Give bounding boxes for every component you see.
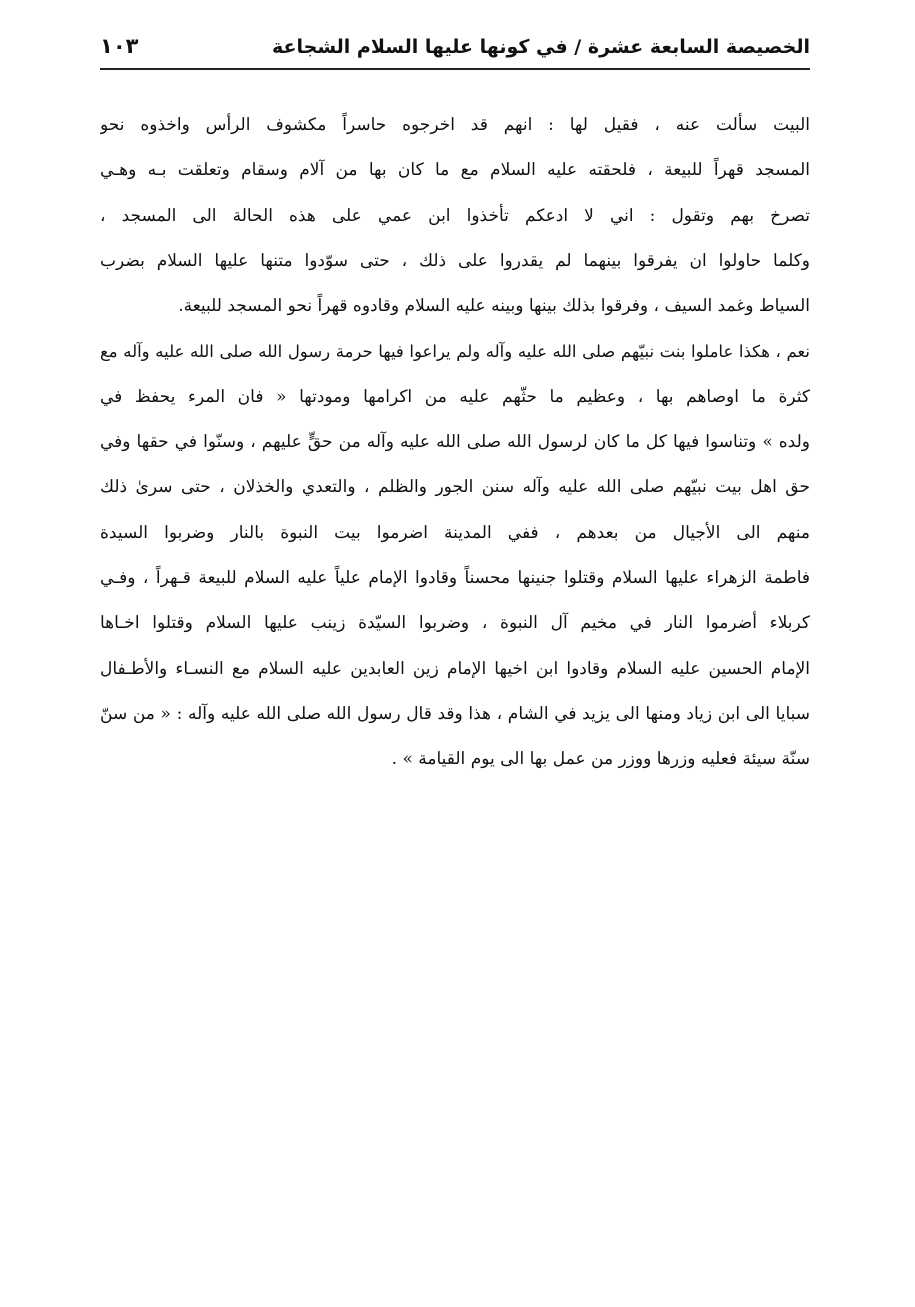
text-line: نعم ، هكذا عاملوا بنت نبيّهم صلى الله عليه وآله ولم يراعوا فيها حرمة رسول الله صلى الله عليه وآله مع	[100, 342, 810, 362]
text-line: وكلما حاولوا ان يفرقوا بينهما لم يقدروا على ذلك ، حتى سوّدوا متنها عليها السلام بضرب	[100, 250, 810, 271]
running-title: الخصيصة السابعة عشرة / في كونها عليها السلام الشجاعة	[271, 36, 810, 58]
text-line: الإمام الحسين عليه السلام وقادوا ابن اخيها الإمام زين العابدين عليه السلام مع النسـاء والأطـفال	[100, 658, 810, 679]
text-line: السياط وغمد السيف ، وفرقوا بذلك بينها وبينه عليه السلام وقادوه قهراً نحو المسجد للبيعة.	[178, 296, 810, 317]
running-header	[100, 30, 810, 70]
body-text	[100, 103, 810, 782]
text-line: سبايا الى ابن زياد ومنها الى يزيد في الشام ، هذا وقد قال رسول الله صلى الله عليه وآله : « من سنّ	[100, 703, 810, 724]
text-line: منهم الى الأجيال من بعدهم ، ففي المدينة اضرموا بيت النبوة بالنار وضربوا السيدة	[100, 522, 810, 543]
text-line: المسجد قهراً للبيعة ، فلحقته عليه السلام مع ما كان بها من آلام وسقام وتعلقت بـه وهـي	[100, 160, 810, 181]
text-line: فاطمة الزهراء عليها السلام وقتلوا جنينها محسناً وقادوا الإمام علياً عليه السلام للبيعة قـهراً ، وفـي	[100, 567, 810, 588]
text-line: كثرة ما اوصاهم بها ، وعظيم ما حثّهم عليه من اكرامها ومودتها « فان المرء يحفظ في	[100, 386, 810, 407]
text-line: سنّة سيئة فعليه وزرها ووزر من عمل بها الى يوم القيامة » .	[391, 749, 810, 770]
text-line: البيت سألت عنه ، فقيل لها : انهم قد اخرجوه حاسراً مكشوف الرأس واخذوه نحو	[100, 115, 810, 135]
text-line: ولده » وتناسوا فيها كل ما كان لرسول الله صلى الله عليه وآله من حقٍّ عليهم ، وسنّوا في حقها وفي	[100, 432, 810, 453]
text-line: حق اهل بيت نبيّهم صلى الله عليه وآله سنن الجور والظلم ، والتعدي والخذلان ، حتى سرىٰ ذلك	[100, 477, 810, 498]
text-line: كربلاء أضرموا النار في مخيم آل النبوة ، وضربوا السيّدة زينب عليها السلام وقتلوا اخـاها	[100, 613, 810, 634]
page-number: ١٠٣	[100, 34, 139, 58]
text-line: تصرخ بهم وتقول : اني لا ادعكم تأخذوا ابن عمي على هذه الحالة الى المسجد ،	[100, 205, 810, 226]
header-rule	[100, 68, 810, 70]
